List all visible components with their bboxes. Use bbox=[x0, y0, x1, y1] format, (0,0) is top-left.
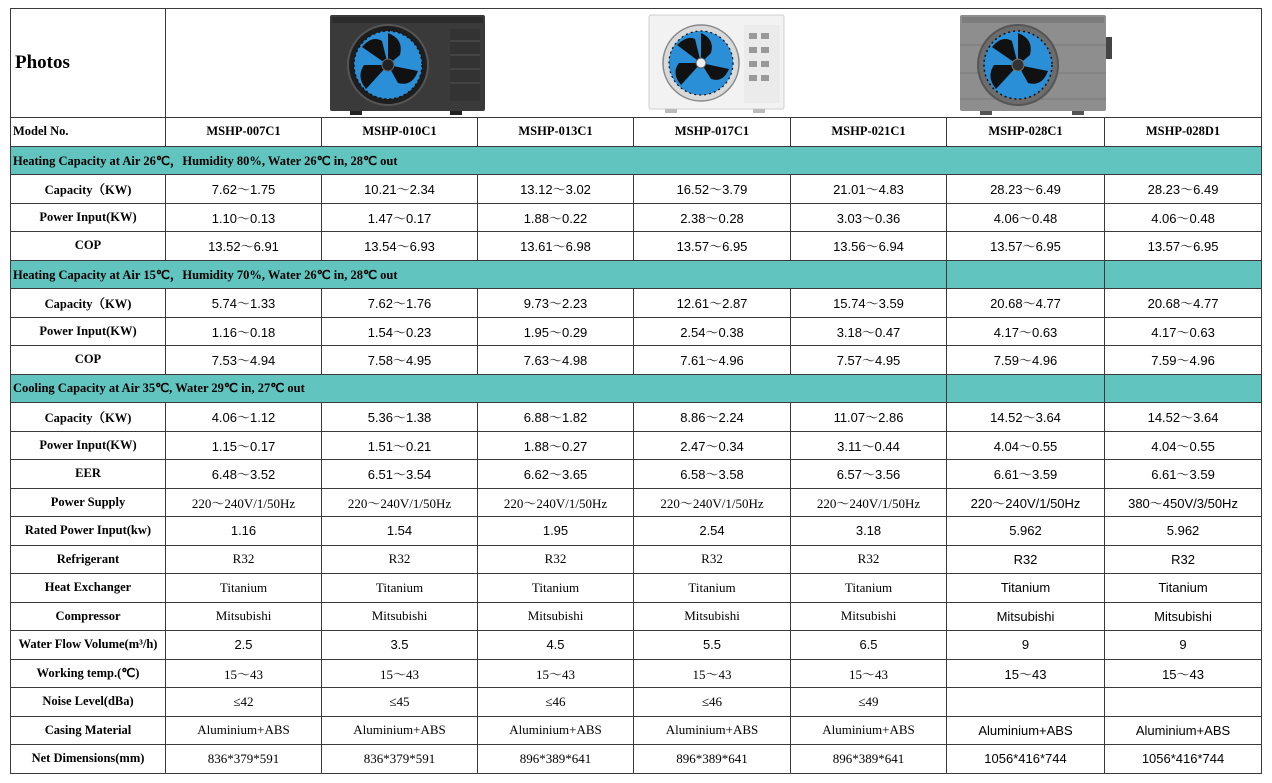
value-cell: 28.23～6.49 bbox=[947, 175, 1105, 204]
value-cell: 220～240V/1/50Hz bbox=[166, 488, 322, 517]
value-cell: 5.962 bbox=[1105, 517, 1262, 546]
value-cell: 4.06～0.48 bbox=[1105, 203, 1262, 232]
value-cell: 1.88～0.22 bbox=[478, 203, 634, 232]
table-row bbox=[11, 431, 1262, 460]
value-cell: 13.57～6.95 bbox=[947, 232, 1105, 261]
row-label: Power Input(KW) bbox=[11, 431, 166, 460]
value-cell bbox=[947, 688, 1105, 717]
model-cell: MSHP-013C1 bbox=[478, 118, 634, 147]
section-filler bbox=[1105, 260, 1262, 289]
value-cell: 220～240V/1/50Hz bbox=[791, 488, 947, 517]
value-cell: 6.88～1.82 bbox=[478, 403, 634, 432]
value-cell: 1056*416*744 bbox=[1105, 745, 1262, 774]
value-cell: Mitsubishi bbox=[478, 602, 634, 631]
value-cell: 4.04～0.55 bbox=[1105, 431, 1262, 460]
value-cell: 6.48～3.52 bbox=[166, 460, 322, 489]
value-cell: 7.53～4.94 bbox=[166, 346, 322, 375]
value-cell: 6.51～3.54 bbox=[322, 460, 478, 489]
model-row bbox=[11, 118, 1262, 147]
model-cell: MSHP-028C1 bbox=[947, 118, 1105, 147]
section-heading: Cooling Capacity at Air 35℃, Water 29℃ in, 27℃ out bbox=[11, 374, 947, 403]
value-cell: 2.5 bbox=[166, 631, 322, 660]
value-cell: 15～43 bbox=[634, 659, 791, 688]
value-cell: 4.04～0.55 bbox=[947, 431, 1105, 460]
photos-strip bbox=[169, 11, 1259, 115]
value-cell: 13.56～6.94 bbox=[791, 232, 947, 261]
value-cell: 6.61～3.59 bbox=[1105, 460, 1262, 489]
value-cell: 20.68～4.77 bbox=[1105, 289, 1262, 318]
value-cell: Aluminium+ABS bbox=[634, 716, 791, 745]
value-cell: 8.86～2.24 bbox=[634, 403, 791, 432]
value-cell: 220～240V/1/50Hz bbox=[322, 488, 478, 517]
value-cell: Titanium bbox=[791, 574, 947, 603]
value-cell: Titanium bbox=[634, 574, 791, 603]
value-cell: 7.62～1.76 bbox=[322, 289, 478, 318]
section-heading: Heating Capacity at Air 26℃，Humidity 80%, Water 26℃ in, 28℃ out bbox=[11, 146, 1262, 175]
table-row bbox=[11, 203, 1262, 232]
model-cell: MSHP-028D1 bbox=[1105, 118, 1262, 147]
value-cell: 15～43 bbox=[791, 659, 947, 688]
row-label: Capacity（KW) bbox=[11, 175, 166, 204]
value-cell: 896*389*641 bbox=[478, 745, 634, 774]
value-cell: 380～450V/3/50Hz bbox=[1105, 488, 1262, 517]
value-cell: R32 bbox=[634, 545, 791, 574]
spec-table bbox=[10, 8, 1262, 774]
row-label: Working temp.(℃) bbox=[11, 659, 166, 688]
value-cell: 836*379*591 bbox=[322, 745, 478, 774]
table-row bbox=[11, 716, 1262, 745]
value-cell: 3.18～0.47 bbox=[791, 317, 947, 346]
model-cell: MSHP-007C1 bbox=[166, 118, 322, 147]
table-row bbox=[11, 688, 1262, 717]
row-label: Heat Exchanger bbox=[11, 574, 166, 603]
table-row bbox=[11, 745, 1262, 774]
table-row bbox=[11, 517, 1262, 546]
value-cell: 14.52～3.64 bbox=[1105, 403, 1262, 432]
value-cell: Titanium bbox=[166, 574, 322, 603]
photos-label: Photos bbox=[11, 9, 166, 118]
value-cell: Mitsubishi bbox=[322, 602, 478, 631]
value-cell: 6.5 bbox=[791, 631, 947, 660]
table-row bbox=[11, 403, 1262, 432]
value-cell: ≤45 bbox=[322, 688, 478, 717]
model-label: Model No. bbox=[11, 118, 166, 147]
row-label: Capacity（KW) bbox=[11, 403, 166, 432]
row-label: Compressor bbox=[11, 602, 166, 631]
row-label: Water Flow Volume(m³/h) bbox=[11, 631, 166, 660]
value-cell: 6.62～3.65 bbox=[478, 460, 634, 489]
value-cell: 3.18 bbox=[791, 517, 947, 546]
value-cell: 1.16 bbox=[166, 517, 322, 546]
table-row bbox=[11, 631, 1262, 660]
value-cell: ≤46 bbox=[478, 688, 634, 717]
value-cell: Mitsubishi bbox=[166, 602, 322, 631]
value-cell: 1.95～0.29 bbox=[478, 317, 634, 346]
value-cell: 15～43 bbox=[478, 659, 634, 688]
value-cell: 9 bbox=[947, 631, 1105, 660]
table-row bbox=[11, 317, 1262, 346]
row-label: Refrigerant bbox=[11, 545, 166, 574]
value-cell: 9.73～2.23 bbox=[478, 289, 634, 318]
value-cell: 1.88～0.27 bbox=[478, 431, 634, 460]
section-cooling35-row bbox=[11, 374, 1262, 403]
value-cell: Aluminium+ABS bbox=[322, 716, 478, 745]
value-cell: 28.23～6.49 bbox=[1105, 175, 1262, 204]
value-cell: 1056*416*744 bbox=[947, 745, 1105, 774]
value-cell: 896*389*641 bbox=[791, 745, 947, 774]
value-cell: Mitsubishi bbox=[634, 602, 791, 631]
value-cell: 11.07～2.86 bbox=[791, 403, 947, 432]
section-heating26-row bbox=[11, 146, 1262, 175]
table-row bbox=[11, 232, 1262, 261]
value-cell: Mitsubishi bbox=[1105, 602, 1262, 631]
row-label: Rated Power Input(kw) bbox=[11, 517, 166, 546]
row-label: Net Dimensions(mm) bbox=[11, 745, 166, 774]
value-cell: 7.62～1.75 bbox=[166, 175, 322, 204]
photos-row bbox=[11, 9, 1262, 118]
value-cell: 20.68～4.77 bbox=[947, 289, 1105, 318]
value-cell: 7.58～4.95 bbox=[322, 346, 478, 375]
value-cell: Titanium bbox=[947, 574, 1105, 603]
row-label: Noise Level(dBa) bbox=[11, 688, 166, 717]
photos-cell bbox=[166, 9, 1262, 118]
value-cell: R32 bbox=[478, 545, 634, 574]
value-cell: 1.95 bbox=[478, 517, 634, 546]
value-cell: 3.11～0.44 bbox=[791, 431, 947, 460]
value-cell: 5.5 bbox=[634, 631, 791, 660]
value-cell: 4.06～1.12 bbox=[166, 403, 322, 432]
value-cell: 4.17～0.63 bbox=[1105, 317, 1262, 346]
value-cell: 6.58～3.58 bbox=[634, 460, 791, 489]
value-cell: Mitsubishi bbox=[791, 602, 947, 631]
value-cell: 13.54～6.93 bbox=[322, 232, 478, 261]
value-cell: Aluminium+ABS bbox=[947, 716, 1105, 745]
value-cell: R32 bbox=[1105, 545, 1262, 574]
value-cell: Aluminium+ABS bbox=[791, 716, 947, 745]
value-cell: 21.01～4.83 bbox=[791, 175, 947, 204]
value-cell: 1.10～0.13 bbox=[166, 203, 322, 232]
value-cell: 2.54～0.38 bbox=[634, 317, 791, 346]
value-cell: 16.52～3.79 bbox=[634, 175, 791, 204]
unit-photo-white bbox=[649, 15, 784, 113]
value-cell: ≤42 bbox=[166, 688, 322, 717]
table-row bbox=[11, 346, 1262, 375]
table-row bbox=[11, 460, 1262, 489]
row-label: Casing Material bbox=[11, 716, 166, 745]
value-cell: Titanium bbox=[322, 574, 478, 603]
value-cell: Mitsubishi bbox=[947, 602, 1105, 631]
value-cell: Aluminium+ABS bbox=[166, 716, 322, 745]
value-cell: 3.5 bbox=[322, 631, 478, 660]
value-cell: 10.21～2.34 bbox=[322, 175, 478, 204]
value-cell: R32 bbox=[166, 545, 322, 574]
value-cell: 1.16～0.18 bbox=[166, 317, 322, 346]
model-cell: MSHP-010C1 bbox=[322, 118, 478, 147]
value-cell: 13.52～6.91 bbox=[166, 232, 322, 261]
section-filler bbox=[1105, 374, 1262, 403]
value-cell: Titanium bbox=[1105, 574, 1262, 603]
value-cell: 1.54～0.23 bbox=[322, 317, 478, 346]
value-cell: 1.54 bbox=[322, 517, 478, 546]
row-label: COP bbox=[11, 346, 166, 375]
value-cell: 15.74～3.59 bbox=[791, 289, 947, 318]
value-cell: 1.15～0.17 bbox=[166, 431, 322, 460]
value-cell: 836*379*591 bbox=[166, 745, 322, 774]
value-cell: 13.61～6.98 bbox=[478, 232, 634, 261]
value-cell: 9 bbox=[1105, 631, 1262, 660]
value-cell: 1.47～0.17 bbox=[322, 203, 478, 232]
unit-photo-dark bbox=[330, 15, 485, 115]
row-label: Power Input(KW) bbox=[11, 203, 166, 232]
section-filler bbox=[947, 374, 1105, 403]
value-cell: 12.61～2.87 bbox=[634, 289, 791, 318]
row-label: COP bbox=[11, 232, 166, 261]
value-cell: R32 bbox=[322, 545, 478, 574]
value-cell: 7.63～4.98 bbox=[478, 346, 634, 375]
table-row bbox=[11, 659, 1262, 688]
row-label: Power Input(KW) bbox=[11, 317, 166, 346]
section-heading: Heating Capacity at Air 15℃，Humidity 70%, Water 26℃ in, 28℃ out bbox=[11, 260, 947, 289]
table-row bbox=[11, 175, 1262, 204]
value-cell: 15～43 bbox=[166, 659, 322, 688]
value-cell: R32 bbox=[947, 545, 1105, 574]
value-cell: 5.36～1.38 bbox=[322, 403, 478, 432]
value-cell: 7.57～4.95 bbox=[791, 346, 947, 375]
value-cell: 15～43 bbox=[947, 659, 1105, 688]
value-cell: 220～240V/1/50Hz bbox=[478, 488, 634, 517]
value-cell: ≤49 bbox=[791, 688, 947, 717]
value-cell: 220～240V/1/50Hz bbox=[634, 488, 791, 517]
unit-photo-grey bbox=[960, 15, 1112, 115]
value-cell: 13.57～6.95 bbox=[634, 232, 791, 261]
value-cell: 4.17～0.63 bbox=[947, 317, 1105, 346]
row-label: Capacity（KW) bbox=[11, 289, 166, 318]
value-cell: 4.06～0.48 bbox=[947, 203, 1105, 232]
value-cell: R32 bbox=[791, 545, 947, 574]
value-cell: 7.61～4.96 bbox=[634, 346, 791, 375]
model-cell: MSHP-017C1 bbox=[634, 118, 791, 147]
row-label: EER bbox=[11, 460, 166, 489]
value-cell: 2.47～0.34 bbox=[634, 431, 791, 460]
value-cell: 13.12～3.02 bbox=[478, 175, 634, 204]
table-row bbox=[11, 574, 1262, 603]
value-cell: ≤46 bbox=[634, 688, 791, 717]
table-row bbox=[11, 488, 1262, 517]
value-cell: 3.03～0.36 bbox=[791, 203, 947, 232]
table-row bbox=[11, 545, 1262, 574]
value-cell: 15～43 bbox=[1105, 659, 1262, 688]
value-cell: Titanium bbox=[478, 574, 634, 603]
row-label: Power Supply bbox=[11, 488, 166, 517]
value-cell: 13.57～6.95 bbox=[1105, 232, 1262, 261]
value-cell: 4.5 bbox=[478, 631, 634, 660]
value-cell: 14.52～3.64 bbox=[947, 403, 1105, 432]
table-row bbox=[11, 289, 1262, 318]
value-cell: Aluminium+ABS bbox=[1105, 716, 1262, 745]
value-cell: 896*389*641 bbox=[634, 745, 791, 774]
value-cell: 2.38～0.28 bbox=[634, 203, 791, 232]
value-cell: 15～43 bbox=[322, 659, 478, 688]
value-cell bbox=[1105, 688, 1262, 717]
value-cell: 7.59～4.96 bbox=[1105, 346, 1262, 375]
model-cell: MSHP-021C1 bbox=[791, 118, 947, 147]
value-cell: 5.74～1.33 bbox=[166, 289, 322, 318]
value-cell: 6.61～3.59 bbox=[947, 460, 1105, 489]
value-cell: Aluminium+ABS bbox=[478, 716, 634, 745]
section-heating15-row bbox=[11, 260, 1262, 289]
table-row bbox=[11, 602, 1262, 631]
value-cell: 5.962 bbox=[947, 517, 1105, 546]
value-cell: 220～240V/1/50Hz bbox=[947, 488, 1105, 517]
value-cell: 1.51～0.21 bbox=[322, 431, 478, 460]
value-cell: 6.57～3.56 bbox=[791, 460, 947, 489]
value-cell: 2.54 bbox=[634, 517, 791, 546]
section-filler bbox=[947, 260, 1105, 289]
value-cell: 7.59～4.96 bbox=[947, 346, 1105, 375]
